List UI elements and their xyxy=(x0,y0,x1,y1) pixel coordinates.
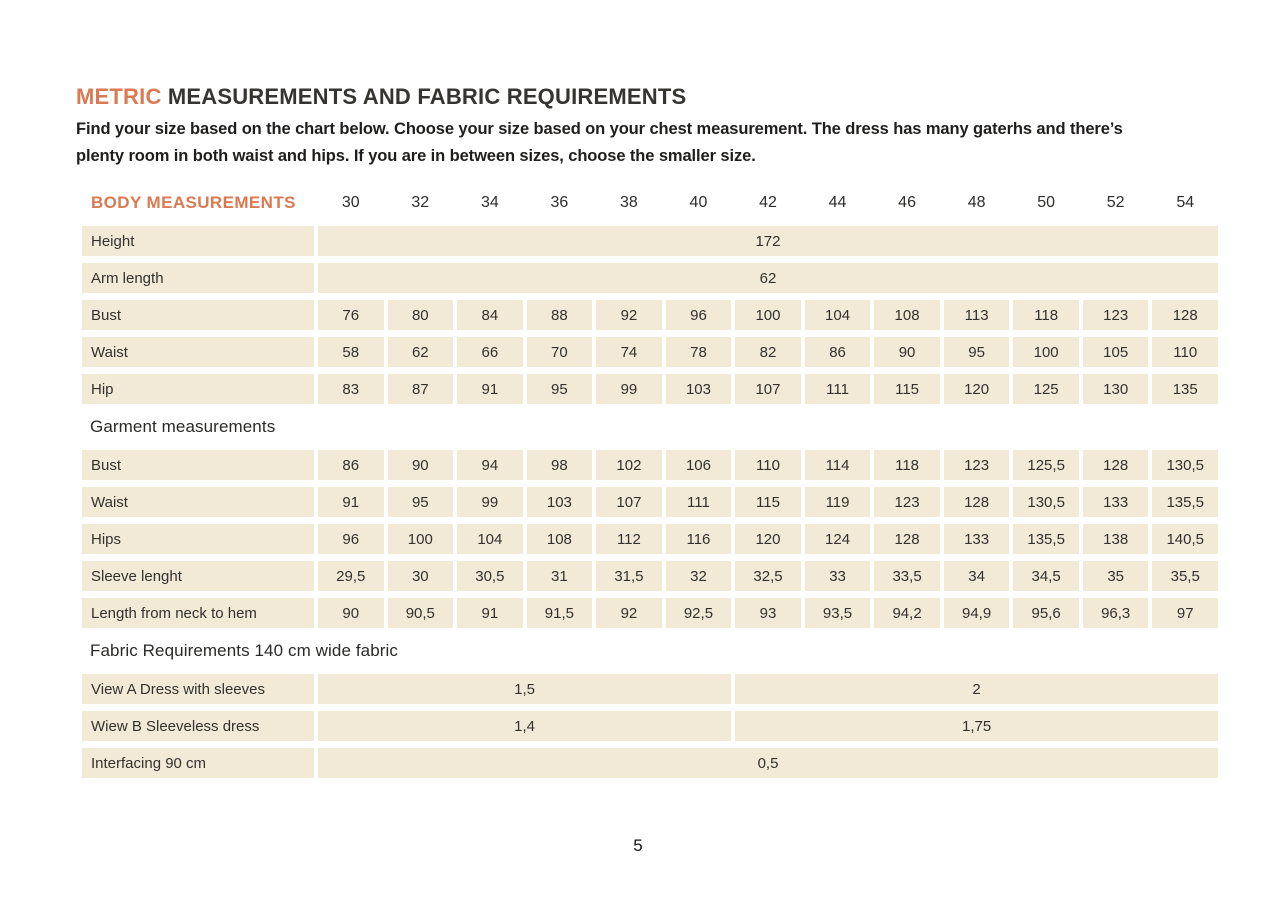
value-cell: 92 xyxy=(596,300,662,330)
value-cell: 100 xyxy=(735,300,801,330)
value-cell: 128 xyxy=(874,524,940,554)
value-cell: 95 xyxy=(527,374,593,404)
value-cell: 110 xyxy=(1152,337,1218,367)
split-value-cell: 2 xyxy=(735,674,1218,704)
value-cell: 66 xyxy=(457,337,523,367)
size-column-header: 46 xyxy=(898,194,916,211)
value-cell: 70 xyxy=(527,337,593,367)
value-cell: 62 xyxy=(388,337,454,367)
size-column-header: 44 xyxy=(828,194,847,211)
value-cell: 135,5 xyxy=(1013,524,1079,554)
value-cell: 32,5 xyxy=(735,561,801,591)
value-cell: 105 xyxy=(1083,337,1149,367)
page-number: 5 xyxy=(633,836,643,855)
row-label: Arm length xyxy=(82,263,314,293)
value-cell: 107 xyxy=(735,374,801,404)
intro-line-2: plenty room in both waist and hips. If you are in between sizes, choose the smaller size. xyxy=(76,147,756,165)
size-column-header: 34 xyxy=(480,194,499,211)
size-table xyxy=(82,187,1218,778)
value-cell: 99 xyxy=(596,374,662,404)
value-cell: 93,5 xyxy=(805,598,871,628)
value-cell: 94,9 xyxy=(944,598,1010,628)
value-cell: 130,5 xyxy=(1013,487,1079,517)
value-cell: 125,5 xyxy=(1013,450,1079,480)
value-cell: 33,5 xyxy=(874,561,940,591)
row-label: Hip xyxy=(82,374,314,404)
value-cell: 128 xyxy=(944,487,1010,517)
value-cell: 99 xyxy=(457,487,523,517)
value-cell: 115 xyxy=(874,374,940,404)
value-cell: 125 xyxy=(1013,374,1079,404)
value-cell: 33 xyxy=(805,561,871,591)
value-cell: 83 xyxy=(318,374,384,404)
value-cell: 90 xyxy=(874,337,940,367)
row-label: Wiew B Sleeveless dress xyxy=(82,711,314,741)
value-cell: 80 xyxy=(388,300,454,330)
value-cell: 96 xyxy=(318,524,384,554)
value-cell: 104 xyxy=(457,524,523,554)
value-cell: 90 xyxy=(318,598,384,628)
split-value-cell: 1,5 xyxy=(318,674,731,704)
section-heading: Garment measurements xyxy=(90,417,276,436)
value-cell: 93 xyxy=(735,598,801,628)
value-cell: 108 xyxy=(527,524,593,554)
size-column-header: 42 xyxy=(759,194,777,211)
value-cell: 107 xyxy=(596,487,662,517)
page-title-rest: MEASUREMENTS AND FABRIC REQUIREMENTS xyxy=(161,84,687,109)
value-cell: 135 xyxy=(1152,374,1218,404)
value-cell: 115 xyxy=(735,487,801,517)
value-cell: 30,5 xyxy=(457,561,523,591)
section-heading: Fabric Requirements 140 cm wide fabric xyxy=(90,641,399,660)
value-cell: 98 xyxy=(527,450,593,480)
value-cell: 112 xyxy=(596,524,662,554)
value-cell: 123 xyxy=(1083,300,1149,330)
value-cell: 76 xyxy=(318,300,384,330)
value-cell: 91,5 xyxy=(527,598,593,628)
value-cell: 100 xyxy=(388,524,454,554)
value-cell: 90,5 xyxy=(388,598,454,628)
size-column-header: 30 xyxy=(341,194,360,211)
value-cell: 35 xyxy=(1083,561,1149,591)
value-cell: 114 xyxy=(805,450,871,480)
value-cell: 90 xyxy=(388,450,454,480)
page-title-accent: METRIC xyxy=(76,84,162,109)
value-cell: 138 xyxy=(1083,524,1149,554)
value-cell: 123 xyxy=(874,487,940,517)
size-column-header: 38 xyxy=(620,194,638,211)
page-footer xyxy=(0,836,1276,856)
value-cell: 84 xyxy=(457,300,523,330)
row-label: Waist xyxy=(82,337,314,367)
row-label: Hips xyxy=(82,524,314,554)
size-column-header: 48 xyxy=(967,194,986,211)
value-cell: 133 xyxy=(1083,487,1149,517)
size-column-header: 52 xyxy=(1106,194,1125,211)
value-cell: 111 xyxy=(666,487,732,517)
value-cell: 103 xyxy=(666,374,732,404)
value-cell: 97 xyxy=(1152,598,1218,628)
value-cell: 104 xyxy=(805,300,871,330)
size-column-header: 36 xyxy=(550,194,569,211)
value-cell: 34,5 xyxy=(1013,561,1079,591)
value-cell: 118 xyxy=(1013,300,1079,330)
value-cell: 95 xyxy=(388,487,454,517)
intro-line-1: Find your size based on the chart below. Choose your size based on your chest measurement. The dress has many gaterhs and there’s xyxy=(76,120,1123,138)
intro-paragraph xyxy=(76,116,1276,170)
value-cell: 92 xyxy=(596,598,662,628)
value-cell: 58 xyxy=(318,337,384,367)
value-cell: 30 xyxy=(388,561,454,591)
value-cell: 110 xyxy=(735,450,801,480)
split-value-cell: 1,75 xyxy=(735,711,1218,741)
value-cell: 140,5 xyxy=(1152,524,1218,554)
row-label: Interfacing 90 cm xyxy=(82,748,314,778)
value-cell: 120 xyxy=(735,524,801,554)
value-cell: 95 xyxy=(944,337,1010,367)
value-cell: 74 xyxy=(596,337,662,367)
value-cell: 35,5 xyxy=(1152,561,1218,591)
value-cell: 91 xyxy=(457,598,523,628)
value-cell: 118 xyxy=(874,450,940,480)
value-cell: 86 xyxy=(318,450,384,480)
table-header-label: BODY MEASUREMENTS xyxy=(91,193,296,212)
value-cell: 135,5 xyxy=(1152,487,1218,517)
value-cell: 119 xyxy=(805,487,871,517)
value-cell: 128 xyxy=(1152,300,1218,330)
value-cell: 94,2 xyxy=(874,598,940,628)
value-cell: 78 xyxy=(666,337,732,367)
row-label: Bust xyxy=(82,450,314,480)
value-cell: 102 xyxy=(596,450,662,480)
value-cell: 29,5 xyxy=(318,561,384,591)
size-column-header: 32 xyxy=(411,194,430,211)
page-title xyxy=(76,84,1276,110)
value-cell: 94 xyxy=(457,450,523,480)
value-cell: 31 xyxy=(527,561,593,591)
row-label: Length from neck to hem xyxy=(82,598,314,628)
value-cell: 128 xyxy=(1083,450,1149,480)
value-cell: 130 xyxy=(1083,374,1149,404)
value-cell: 108 xyxy=(874,300,940,330)
value-cell: 95,6 xyxy=(1013,598,1079,628)
value-cell: 124 xyxy=(805,524,871,554)
value-cell: 91 xyxy=(457,374,523,404)
value-cell: 31,5 xyxy=(596,561,662,591)
size-column-header: 50 xyxy=(1037,194,1056,211)
spanning-value-cell: 62 xyxy=(318,263,1218,293)
value-cell: 91 xyxy=(318,487,384,517)
row-label: Sleeve lenght xyxy=(82,561,314,591)
value-cell: 82 xyxy=(735,337,801,367)
row-label: Bust xyxy=(82,300,314,330)
size-column-header: 40 xyxy=(689,194,708,211)
value-cell: 106 xyxy=(666,450,732,480)
value-cell: 87 xyxy=(388,374,454,404)
spanning-value-cell: 0,5 xyxy=(318,748,1218,778)
value-cell: 111 xyxy=(805,374,871,404)
split-value-cell: 1,4 xyxy=(318,711,731,741)
size-column-header: 54 xyxy=(1176,194,1195,211)
value-cell: 88 xyxy=(527,300,593,330)
value-cell: 130,5 xyxy=(1152,450,1218,480)
value-cell: 133 xyxy=(944,524,1010,554)
value-cell: 86 xyxy=(805,337,871,367)
value-cell: 120 xyxy=(944,374,1010,404)
value-cell: 123 xyxy=(944,450,1010,480)
value-cell: 34 xyxy=(944,561,1010,591)
spanning-value-cell: 172 xyxy=(318,226,1218,256)
value-cell: 92,5 xyxy=(666,598,732,628)
row-label: View A Dress with sleeves xyxy=(82,674,314,704)
value-cell: 100 xyxy=(1013,337,1079,367)
value-cell: 116 xyxy=(666,524,732,554)
row-label: Waist xyxy=(82,487,314,517)
value-cell: 113 xyxy=(944,300,1010,330)
value-cell: 32 xyxy=(666,561,732,591)
value-cell: 96 xyxy=(666,300,732,330)
value-cell: 96,3 xyxy=(1083,598,1149,628)
value-cell: 103 xyxy=(527,487,593,517)
row-label: Height xyxy=(82,226,314,256)
